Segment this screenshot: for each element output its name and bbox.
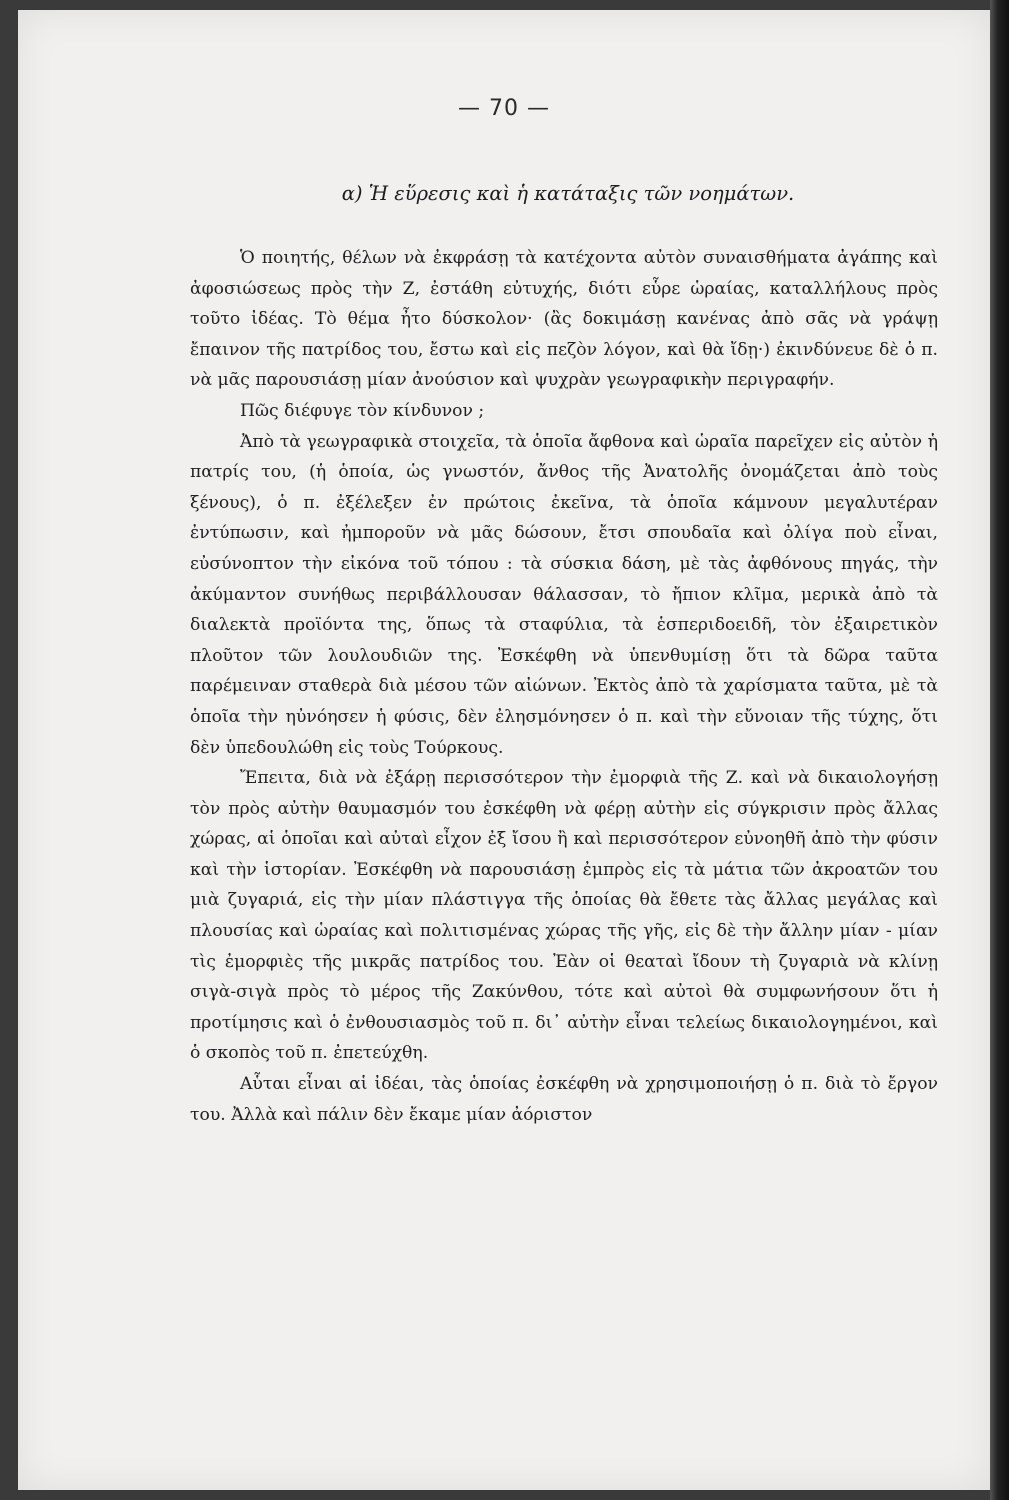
page-number: — 70 —: [458, 96, 550, 121]
scan-edge: [990, 0, 1009, 1500]
book-page: [18, 10, 990, 1490]
paragraph-1: Ὁ ποιητής, θέλων νὰ ἐκφράσῃ τὰ κατέχοντα αὐτὸν συναισθήματα ἀγάπης καὶ ἀφοσιώσεως πρὸς τὴν Ζ, ἐστάθη εὐτυχής, διότι εὗρε ὡραίας, καταλλήλους πρὸς τοῦτο ἰδέας. Τὸ θέμα ἦτο δύσκολον· (ἂς δοκιμάσῃ κανένας ἀπὸ σᾶς νὰ γράψῃ ἔπαινον τῆς πατρίδος του, ἔστω καὶ εἰς πεζὸν λόγον, καὶ θὰ ἴδῃ·) ἐκινδύνευε δὲ ὁ π. νὰ μᾶς παρουσιάσῃ μίαν ἀνούσιον καὶ ψυχρὰν γεωγραφικὴν περιγραφήν.: [190, 248, 938, 391]
section-title: α) Ἡ εὕρεσις καὶ ἡ κατάταξις τῶν νοημάτων.: [341, 182, 795, 205]
paragraph-4: Ἔπειτα, διὰ νὰ ἐξάρῃ περισσότερον τὴν ἐμορφιὰ τῆς Ζ. καὶ νὰ δικαιολογήσῃ τὸν πρὸς αὐτὴν θαυμασμόν του ἐσκέφθη νὰ φέρῃ αὐτὴν εἰς σύγκρισιν πρὸς ἄλλας χώρας, αἱ ὁποῖαι καὶ αὐταὶ εἶχον ἐξ ἴσου ἢ καὶ περισσότερον εὐνοηθῆ ἀπὸ τὴν φύσιν καὶ τὴν ἱστορίαν. Ἐσκέφθη νὰ παρουσιάσῃ ἐμπρὸς εἰς τὰ μάτια τῶν ἀκροατῶν του μιὰ ζυγαριά, εἰς τὴν μίαν πλάστιγγα τῆς ὁποίας θὰ ἔθετε τὰς ἄλλας μεγάλας καὶ πλουσίας καὶ ὡραίας καὶ πολιτισμένας χώρας τῆς γῆς, εἰς δὲ τὴν ἄλλην μίαν - μίαν τὶς ἐμορφιὲς τῆς μικρᾶς πατρίδος του. Ἐὰν οἱ θεαταὶ ἴδουν τὴ ζυγαριὰ νὰ κλίνῃ σιγὰ-σιγὰ πρὸς τὸ μέρος τῆς Ζακύνθου, τότε καὶ αὐτοὶ θὰ συμφωνήσουν ὅτι ἡ προτίμησις καὶ ὁ ἐνθουσιασμὸς τοῦ π. δι᾽ αὐτὴν εἶναι τελείως δικαιολογημένοι, καὶ ὁ σκοπὸς τοῦ π. ἐπετεύχθη.: [190, 768, 938, 1064]
paragraph-3: Ἀπὸ τὰ γεωγραφικὰ στοιχεῖα, τὰ ὁποῖα ἄφθονα καὶ ὡραῖα παρεῖχεν εἰς αὐτὸν ἡ πατρίς του, (ἡ ὁποία, ὡς γνωστόν, ἄνθος τῆς Ἀνατολῆς ὀνομάζεται ἀπὸ τοὺς ξένους), ὁ π. ἐξέλεξεν ἐν πρώτοις ἐκεῖνα, τὰ ὁποῖα κάμνουν μεγαλυτέραν ἐντύπωσιν, καὶ ἠμποροῦν νὰ μᾶς δώσουν, ἔτσι σπουδαῖα καὶ ὀλίγα ποὺ εἶναι, εὐσύνοπτον τὴν εἰκόνα τοῦ τόπου : τὰ σύσκια δάση, μὲ τὰς ἀφθόνους πηγάς, τὴν ἀκύμαντον συνήθως περιβάλλουσαν θάλασσαν, τὸ ἤπιον κλῖμα, μερικὰ ἀπὸ τὰ διαλεκτὰ προϊόντα της, ὅπως τὰ σταφύλια, τὰ ἑσπεριδοειδῆ, τὸν ἐξαιρετικὸν πλοῦτον τῶν λουλουδιῶν της. Ἐσκέφθη νὰ ὑπενθυμίσῃ ὅτι τὰ δῶρα ταῦτα παρέμειναν σταθερὰ διὰ μέσου τῶν αἰώνων. Ἐκτὸς ἀπὸ τὰ χαρίσματα ταῦτα, μὲ τὰ ὁποῖα τὴν ηὐνόησεν ἡ φύσις, δὲν ἐλησμόνησεν ὁ π. καὶ τὴν εὔνοιαν τῆς τύχης, ὅτι δὲν ὑπεδουλώθη εἰς τοὺς Τούρκους.: [190, 431, 938, 758]
paragraph-2: Πῶς διέφυγε τὸν κίνδυνον ;: [240, 400, 485, 421]
paragraph-5: Αὗται εἶναι αἱ ἰδέαι, τὰς ὁποίας ἐσκέφθη νὰ χρησιμοποιήσῃ ὁ π. διὰ τὸ ἔργον του. Ἀλλὰ καὶ πάλιν δὲν ἔκαμε μίαν ἀόριστον: [190, 1074, 938, 1125]
body-text: [190, 243, 938, 1130]
